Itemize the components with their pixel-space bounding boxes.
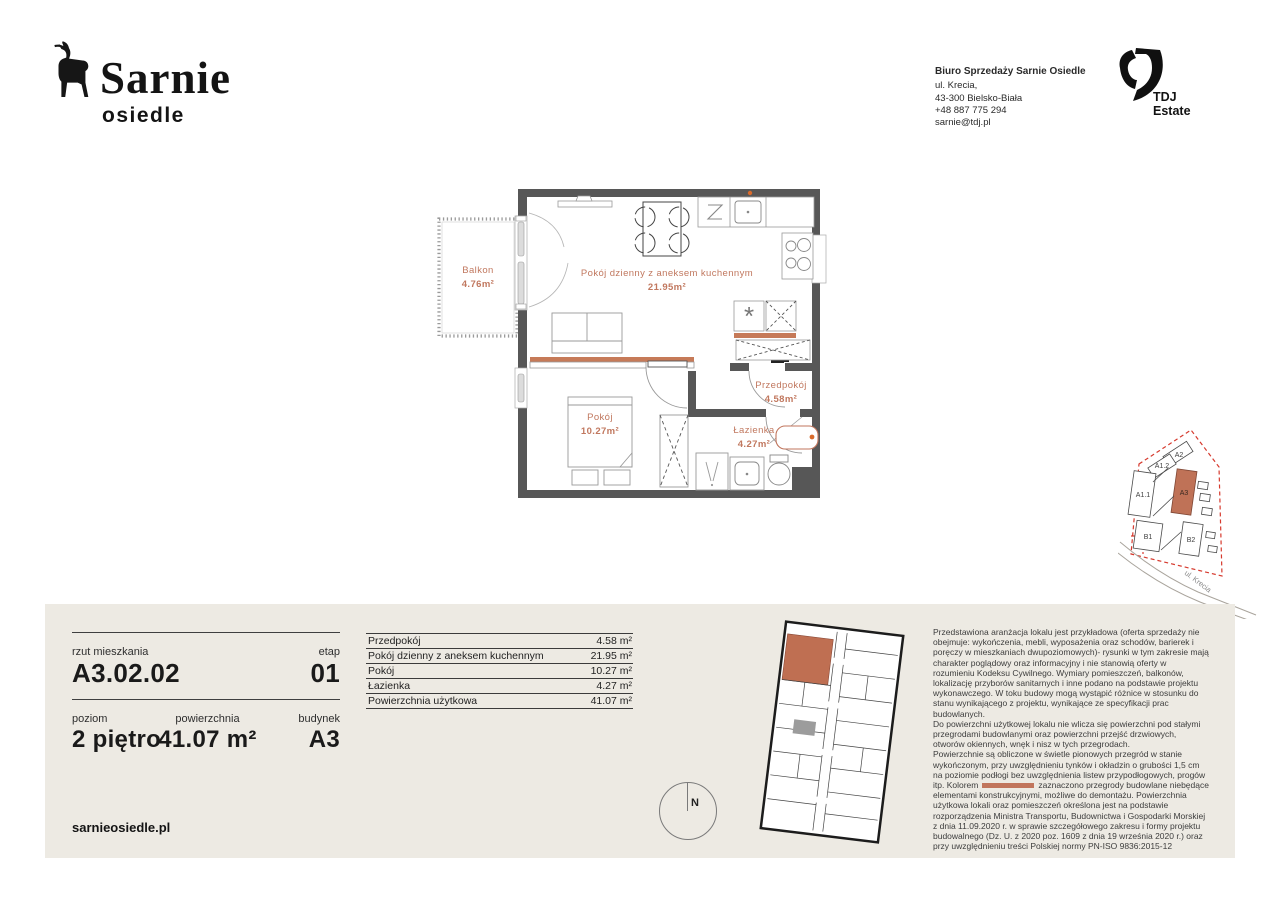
key-plan-core (793, 719, 817, 736)
washing-machine-icon (696, 453, 728, 490)
building-value: A3 (308, 726, 340, 753)
street-name: ul. Krecia (1182, 568, 1214, 595)
toilet-icon (768, 455, 790, 485)
table-row (366, 678, 633, 693)
bedroom-label: Pokój (587, 412, 613, 423)
fridge-icon (734, 301, 764, 331)
contact-city: 43-300 Bielsko-Biała (935, 92, 1023, 104)
bedroom-area: 10.27m² (580, 426, 620, 437)
balcony-door-icon (515, 216, 527, 310)
deer-logo-icon (46, 40, 96, 106)
building-label: budynek (298, 713, 340, 725)
row-label: Pokój dzienny z aneksem kuchennym (368, 650, 544, 662)
living-room-label: Pokój dzienny z aneksem kuchennym (580, 268, 754, 279)
area-value: 41.07 m² (158, 726, 257, 753)
label-b1: B1 (1143, 534, 1153, 541)
compass-needle (687, 783, 688, 811)
row-value: 10.27 m² (590, 665, 632, 677)
site-plan (1118, 424, 1280, 619)
bathroom-label: Łazienka (733, 425, 775, 436)
row-value: 4.58 m² (596, 635, 632, 647)
plan-number: A3.02.02 (72, 658, 180, 688)
compass-north-label: N (691, 797, 699, 809)
level-value: 2 piętro (72, 726, 162, 753)
table-row (366, 648, 633, 663)
apartment-floor-plan (430, 185, 830, 505)
disclaimer-p3-after: zaznaczono przegrody budowlane niebędące elementami konstrukcyjnymi, możliwe do demontażu. Powierzchnia użytkowa lokali oraz pomieszczeń określona jest na podstawie rozporządzenia Ministra Transportu, Budownictwa i Gospodarki Morskiej z dnia 11.09.2020 r. w sprawie szczegółowego zakresu i formy projektu budowalnego (Dz. U. z 2020 poz. 1609 z dnia 19 września 2020 r.) oraz przy uwzględnieniu treści Polskiej normy PN-ISO 9836:2015-12 (933, 780, 1209, 852)
hall-wardrobe-icon (766, 301, 796, 331)
tv-unit-icon (558, 196, 612, 207)
disclaimer-p2: Do powierzchni użytkowej lokalu nie wlicza się powierzchni pod stałymi przegrodami budowlanymi oraz powierzchni przejść drzwiowych, otworów okiennych, wnęk i nisz w tych przegrodach. (933, 718, 1201, 750)
label-a11: A1.1 (1135, 492, 1151, 499)
hall-label: Przedpokój (755, 380, 807, 391)
row-label: Przedpokój (368, 635, 421, 647)
sales-office-contact (935, 66, 1086, 129)
contact-phone: +48 887 775 294 (935, 104, 1007, 116)
svg-text:*: * (743, 301, 755, 331)
label-a2: A2 (1174, 452, 1184, 459)
contact-title: Biuro Sprzedaży Sarnie Osiedle (935, 66, 1086, 77)
contact-email: sarnie@tdj.pl (935, 117, 991, 129)
balcony-area: 4.76m² (461, 279, 495, 290)
dining-table-icon (635, 202, 689, 256)
stage-value: 01 (310, 658, 340, 688)
legal-disclaimer (933, 627, 1210, 851)
divider-top (72, 632, 340, 633)
row-value: 41.07 m² (590, 695, 632, 707)
row-label: Powierzchnia użytkowa (368, 695, 478, 707)
area-label: powierzchnia (175, 713, 240, 725)
stove-icon (782, 233, 813, 279)
sofa-icon (552, 313, 622, 353)
partition-color-swatch (982, 783, 1034, 788)
door-swing-arcs (529, 213, 568, 307)
bathtub-icon (776, 426, 818, 449)
tdj-line2: Estate (1153, 104, 1191, 118)
hall-area: 4.58m² (764, 394, 798, 405)
website-link[interactable]: sarnieosiedle.pl (72, 820, 171, 835)
brand-subname: osiedle (102, 104, 185, 127)
stage-label: etap (318, 646, 340, 658)
tdj-estate-wordmark (1153, 90, 1191, 118)
brand-name: Sarnie (100, 53, 232, 103)
bathroom-area: 4.27m² (737, 439, 771, 450)
brand-block (100, 53, 232, 128)
label-b2: B2 (1186, 537, 1196, 544)
row-label: Pokój (368, 665, 395, 677)
living-room-area: 21.95m² (647, 282, 687, 293)
balcony-label: Balkon (462, 265, 494, 276)
level-label: poziom (72, 713, 108, 725)
bed-icon (568, 397, 632, 485)
disclaimer-p1: Przedstawiona aranżacja lokalu jest przykładowa (oferta sprzedaży nie obejmuje: wykończenia, mebli, wyposażenia oraz schodów, barierek i poręczy w mieszkaniach dwupoziomowych)- rysunki w tym zakresie mają charakter poglądowy oraz informacyjny i nie stanowią oferty w rozumieniu Kodeksu Cywilnego. Wymiary pomieszczeń, balkonów, lokalizację przyborów sanitarnych i inne podano na podstawie projektu wykonawczego. W toku budowy mogą wystąpić różnice w stosunku do stanu wynikającego z projektu, wynikające ze specyfikacji prac budowlanych. (933, 627, 1209, 719)
disclaimer-p3 (933, 749, 1210, 851)
table-row (366, 663, 633, 678)
row-value: 4.27 m² (596, 680, 632, 692)
compass-icon (659, 782, 717, 840)
row-value: 21.95 m² (590, 650, 632, 662)
bathroom-sink-icon (730, 457, 764, 490)
label-a12: A1.2 (1154, 463, 1170, 470)
key-plan-unit-highlight (782, 634, 833, 685)
label-a3: A3 (1179, 490, 1189, 497)
table-row (366, 633, 633, 648)
plan-label: rzut mieszkania (72, 646, 149, 658)
tdj-line1: TDJ (1153, 90, 1177, 104)
table-row (366, 693, 633, 708)
disclaimer-p3-before: Powierzchnie są obliczone w świetle pionowych przegród w stanie wykończonym, przy uwzględnieniu tynków i okładzin o grubości 1,5 cm na poziomie podłogi bez uwzględnienia listew przypodłogowych, progów itp. Kolorem (933, 749, 1206, 791)
corridor-cabinet-icon (736, 340, 810, 360)
divider-mid (72, 699, 340, 700)
bedroom-wardrobe-icon (660, 415, 688, 487)
bedroom-window-icon (515, 368, 527, 408)
areas-table (366, 633, 633, 709)
building-key-plan (745, 616, 920, 848)
balcony-region (439, 219, 517, 336)
wall-recess (812, 235, 826, 283)
row-label: Łazienka (368, 680, 411, 692)
contact-street: ul. Krecia, (935, 80, 978, 92)
